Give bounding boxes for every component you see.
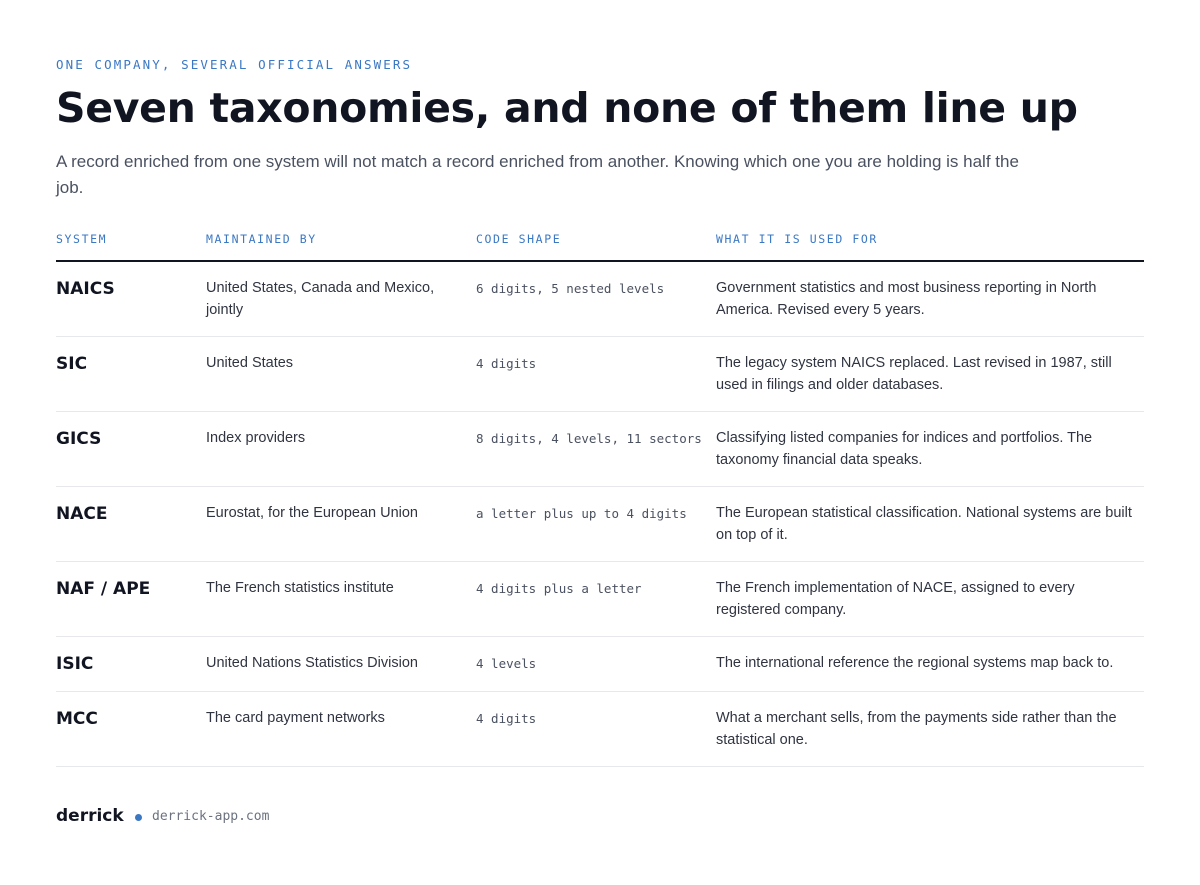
code-shape: 6 digits, 5 nested levels: [476, 281, 665, 296]
maintained-by: United States, Canada and Mexico, jointly: [206, 280, 435, 318]
used-for: The European statistical classification. National systems are built on top of it.: [716, 505, 1132, 543]
page-subtitle: A record enriched from one system will not match a record enriched from another. Knowing which one you are holding is half the job.: [56, 152, 1019, 197]
eyebrow-label: ONE COMPANY, SEVERAL OFFICIAL ANSWERS: [56, 57, 413, 72]
maintained-by: United Nations Statistics Division: [206, 655, 418, 671]
used-for: The international reference the regional systems map back to.: [716, 655, 1114, 671]
code-shape: 4 digits: [476, 356, 537, 371]
table-row: [56, 692, 1144, 767]
used-for: The legacy system NAICS replaced. Last revised in 1987, still used in filings and older databases.: [716, 355, 1112, 393]
used-for: Classifying listed companies for indices and portfolios. The taxonomy financial data speaks.: [716, 430, 1093, 468]
column-header-maintained-by: MAINTAINED BY: [206, 232, 317, 246]
table-row: [56, 412, 1144, 487]
system-name: NAF / APE: [56, 579, 151, 599]
column-header-code-shape: CODE SHAPE: [476, 232, 562, 246]
used-for: What a merchant sells, from the payments side rather than the statistical one.: [716, 710, 1117, 748]
site-link[interactable]: derrick-app.com: [152, 809, 270, 824]
brand-logo: derrick: [56, 806, 124, 826]
system-name: SIC: [56, 354, 88, 374]
maintained-by: Index providers: [206, 430, 306, 446]
code-shape: 4 digits: [476, 711, 537, 726]
system-name: NACE: [56, 504, 108, 524]
table-body: [56, 262, 1144, 767]
code-shape: a letter plus up to 4 digits: [476, 506, 687, 521]
maintained-by: Eurostat, for the European Union: [206, 505, 418, 521]
system-name: NAICS: [56, 279, 115, 299]
code-shape: 8 digits, 4 levels, 11 sectors: [476, 431, 702, 446]
maintained-by: United States: [206, 355, 294, 371]
code-shape: 4 levels: [476, 656, 537, 671]
used-for: The French implementation of NACE, assigned to every registered company.: [716, 580, 1075, 618]
code-shape: 4 digits plus a letter: [476, 581, 642, 596]
table-row: [56, 487, 1144, 562]
table-row: [56, 637, 1144, 692]
table-row: [56, 262, 1144, 337]
table-header: [56, 232, 1144, 262]
maintained-by: The French statistics institute: [206, 580, 394, 596]
system-name: ISIC: [56, 654, 94, 674]
separator-dot-icon: [135, 814, 142, 821]
system-name: GICS: [56, 429, 102, 449]
used-for: Government statistics and most business reporting in North America. Revised every 5 years.: [716, 280, 1097, 318]
column-header-used-for: WHAT IT IS USED FOR: [716, 232, 878, 246]
table-row: [56, 562, 1144, 637]
maintained-by: The card payment networks: [206, 710, 385, 726]
page-title: Seven taxonomies, and none of them line up: [56, 84, 1078, 132]
column-header-system: SYSTEM: [56, 232, 108, 246]
system-name: MCC: [56, 709, 98, 729]
table-row: [56, 337, 1144, 412]
